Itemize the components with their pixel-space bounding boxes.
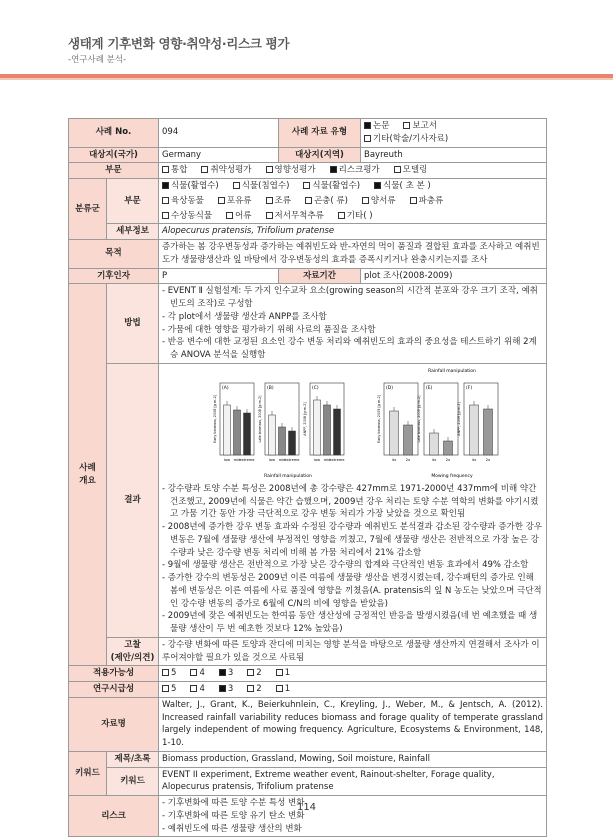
classification-label: 분류군 xyxy=(69,179,107,240)
option-label: 육상동물 xyxy=(171,195,204,206)
reference-label: 자료명 xyxy=(69,697,159,751)
result-item: - 증가한 강수의 변동성은 2009년 이른 여름에 생물량 생산을 변경시켰는데, 강수패턴의 증가로 인해 봄에 변동성은 이른 여름에 사료 품질에 영향을 끼쳤음(A. pratensis의 잎 N 농도는 낮았으며 극단적인 강수량 변동의 증가로 6월에 C/N의 비에 영향을 받았음) xyxy=(162,573,542,609)
tick-label: extreme xyxy=(239,457,255,462)
option xyxy=(303,180,360,193)
option xyxy=(266,210,324,223)
option xyxy=(364,133,448,146)
method-list xyxy=(162,285,543,362)
checkbox-icon xyxy=(303,182,310,189)
row-keywords-kw xyxy=(69,767,547,796)
row-applicability xyxy=(69,666,547,682)
discussion-label-line1: 고찰 xyxy=(124,639,141,650)
tick-label: 4x xyxy=(391,457,397,462)
method-value xyxy=(159,284,547,364)
organizer-label: 기후인자 xyxy=(69,268,159,284)
purpose-label: 목적 xyxy=(69,240,159,269)
keywords-title-value: Biomass production, Grassland, Mowing, Soil moisture, Rainfall xyxy=(159,751,547,767)
method-label: 방법 xyxy=(107,284,159,364)
option-label: 4 xyxy=(199,668,205,679)
panel-ylabel: Late biomass, 2009 [g m-2] xyxy=(417,395,422,443)
case-no-value: 094 xyxy=(159,119,279,148)
panel-ylabel: Early biomass, 2008 [g m-2] xyxy=(213,394,218,443)
purpose-value: 증가하는 봄 강우변동성과 증가하는 예취빈도와 반-자연의 먹이 품질과 결합된 효과를 조사하고 예취빈도가 생물량생산과 잎 바탕에서 강우변동성의 효과를 증폭시키거나 완충시키는지를 조사 xyxy=(159,240,547,269)
option xyxy=(305,195,348,208)
option xyxy=(266,164,316,177)
checkbox-icon xyxy=(305,197,312,204)
row-class-1 xyxy=(69,179,547,194)
country-value: Germany xyxy=(159,147,279,163)
discussion-label-line2: (제안/의견) xyxy=(110,652,155,663)
panel-label: (D) xyxy=(386,385,393,391)
panel-label: (B) xyxy=(267,385,274,391)
category-options xyxy=(159,163,547,179)
checkbox-icon xyxy=(201,166,208,173)
detail-value: Alopecurus pratensis, Trifolium pratense xyxy=(159,224,547,240)
option-label: 1 xyxy=(284,668,291,679)
keywords-kw-value: EVENT II experiment, Extreme weather event, Rainout-shelter, Forage quality, Alopecurus pratensis, Trifolium pratense xyxy=(159,767,547,796)
checkbox-icon xyxy=(162,669,169,676)
method-item: - 각 plot에서 생물량 생산과 ANPP를 조사함 xyxy=(162,311,327,322)
detail-label: 세부정보 xyxy=(107,224,159,240)
option-label: 리스크평가 xyxy=(338,165,380,176)
panel-frame xyxy=(424,383,458,455)
option-label: 파충류 xyxy=(418,195,444,206)
bar-mark xyxy=(470,405,479,455)
option-label: 조류 xyxy=(274,195,291,206)
checked-box-icon xyxy=(219,669,226,676)
header-title: 생태계 기후변화 영향·취약성·리스크 평가 xyxy=(68,36,290,51)
option xyxy=(162,195,204,208)
case-no-label: 사례 No. xyxy=(69,119,159,148)
checkbox-icon xyxy=(162,212,169,219)
option xyxy=(190,667,204,680)
result-figure-svg xyxy=(162,365,542,481)
period-label: 자료기간 xyxy=(279,268,361,284)
option-label: 식물(활엽수) xyxy=(312,181,361,191)
option-label: 5 xyxy=(171,684,177,694)
tick-label: 2x xyxy=(445,457,451,462)
tick-label: extreme xyxy=(329,457,345,462)
panel-frame xyxy=(464,383,498,455)
result-figure xyxy=(162,365,543,483)
method-item: - EVENT Ⅱ 실험설계: 두 가지 인수교차 요소(growing season의 시간적 분포와 강우 크기 조작, 예취빈도의 조작)로 구성함 xyxy=(162,286,538,309)
risk-item: - 기후변화에 따른 토양 수분 특성 변화 xyxy=(162,798,305,808)
bar-mark xyxy=(289,431,296,455)
bar-mark xyxy=(279,427,286,455)
option-label: 기타(학술/기사자료) xyxy=(373,133,449,144)
figure-caption-right: Mowing frequency xyxy=(431,473,473,479)
option-label: 5 xyxy=(171,668,177,679)
option xyxy=(219,667,233,680)
panel-ylabel: ANPP, 2009 [g m-2] xyxy=(457,402,462,436)
option-label: 저서무척추류 xyxy=(274,210,324,221)
checkbox-icon xyxy=(247,685,254,692)
option-label: 양서류 xyxy=(370,195,396,206)
checkbox-icon xyxy=(162,166,169,173)
checked-box-icon xyxy=(364,122,371,129)
option xyxy=(247,683,261,696)
option-label: 식물(활엽수) xyxy=(171,181,219,191)
panel-label: (F) xyxy=(466,385,473,391)
bar-mark xyxy=(404,425,413,455)
row-keywords-title xyxy=(69,751,547,767)
option-label: 3 xyxy=(227,668,234,679)
row-purpose xyxy=(69,240,547,269)
page-header xyxy=(0,0,613,80)
classification-sector-label: 부문 xyxy=(107,179,159,224)
tick-label: mid xyxy=(323,457,331,462)
checkbox-icon xyxy=(162,197,169,204)
checkbox-icon xyxy=(410,197,417,204)
checkbox-icon xyxy=(233,182,240,189)
applicability-label: 적용가능성 xyxy=(69,666,159,682)
option xyxy=(362,195,396,208)
result-value xyxy=(159,363,547,637)
option-label: 곤충( 류) xyxy=(313,195,348,206)
panel-label: (E) xyxy=(426,385,433,391)
bar-mark xyxy=(390,411,399,455)
option-label: 논문 xyxy=(373,121,390,131)
tick-label: mid xyxy=(233,457,241,462)
option xyxy=(247,667,261,680)
overview-label xyxy=(69,284,107,666)
keywords-label: 키워드 xyxy=(69,751,107,795)
risk-item: - 기후변화에 따른 토양 유기 탄소 변화 xyxy=(162,810,305,821)
option xyxy=(338,210,373,223)
tick-label: 2x xyxy=(485,457,491,462)
header-rule-light xyxy=(0,78,613,80)
option xyxy=(162,180,219,193)
result-label: 결과 xyxy=(107,363,159,637)
page-number: 114 xyxy=(296,802,317,813)
discussion-label xyxy=(107,637,159,666)
checkbox-icon xyxy=(394,166,401,173)
option-label: 통합 xyxy=(171,165,188,176)
applicability-options xyxy=(159,666,547,682)
option xyxy=(162,210,212,223)
checked-box-icon xyxy=(374,182,381,189)
option xyxy=(276,683,290,696)
option xyxy=(226,210,251,223)
option-label: 2 xyxy=(256,668,262,679)
method-item: - 가뭄에 대한 영향을 평가하기 위해 사료의 품질을 조사함 xyxy=(162,324,376,335)
option xyxy=(364,120,389,133)
option xyxy=(374,180,431,193)
result-item: - 강수량과 토양 수분 특성은 2008년에 총 강수량은 427mm로 1971-2000년 437mm에 비해 약간 건조했고, 2009년에 식물은 약간 습했으며, 2009년 강우 처리는 토양 수분 역학의 변화를 야기시켰고 가뭄 기간 동안 가장 극단적으로 강우 변동 처리가 가장 낮았을 것으로 확인됨 xyxy=(162,483,539,520)
bar-mark xyxy=(430,433,439,455)
option-label: 3 xyxy=(227,684,234,694)
option-label: 보고서 xyxy=(412,121,438,131)
option-label: 수상동식물 xyxy=(171,210,213,221)
option-label: 식물(침엽수) xyxy=(241,181,290,191)
urgency-options xyxy=(159,682,547,698)
tick-label: extreme xyxy=(284,457,300,462)
tick-label: 4x xyxy=(431,457,437,462)
option-label: 2 xyxy=(256,684,262,694)
option xyxy=(201,164,251,177)
overview-label-line1: 사례 xyxy=(79,463,96,473)
checkbox-icon xyxy=(364,135,371,142)
result-item: - 2009년에 잦은 예취빈도는 한여름 동안 생산성에 긍정적인 반응을 발생시켰음(네 번 예초했을 때 생물량 생산이 두 번 예초한 것보다 12% 높았음) xyxy=(162,611,538,634)
checked-box-icon xyxy=(330,166,337,173)
option xyxy=(219,683,233,696)
checkbox-icon xyxy=(190,685,197,692)
checked-box-icon xyxy=(219,685,226,692)
figure-caption-left: Rainfall manipulation xyxy=(264,473,312,479)
checkbox-icon xyxy=(338,212,345,219)
option xyxy=(218,195,252,208)
region-value: Bayreuth xyxy=(361,147,547,163)
classification-row1 xyxy=(159,179,547,194)
row-factor xyxy=(69,268,547,284)
checkbox-icon xyxy=(403,122,410,129)
option-label: 기타( ) xyxy=(346,210,373,221)
checkbox-icon xyxy=(247,669,254,676)
category-label: 부문 xyxy=(69,163,159,179)
panel-label: (A) xyxy=(222,385,229,391)
bar-mark xyxy=(244,413,251,455)
bar-mark xyxy=(334,409,341,455)
urgency-label: 연구시급성 xyxy=(69,682,159,698)
option-label: 취약성평가 xyxy=(210,165,252,176)
tick-label: low xyxy=(313,457,321,462)
checkbox-icon xyxy=(266,197,273,204)
option-label: 4 xyxy=(199,684,205,694)
checkbox-icon xyxy=(226,212,233,219)
option xyxy=(403,120,437,133)
tick-label: 2x xyxy=(405,457,411,462)
option xyxy=(162,164,187,177)
checked-box-icon xyxy=(162,182,169,189)
reference-value: Walter, J., Grant, K., Beierkuhnlein, C., Kreyling, J., Weber, M., & Jentsch, A. (2012). Increased rainfall variability reduces biomass and forage quality of temperate grassland largely independent of mowing frequency. Agriculture, Ecosystems & Environment, 148, 1-10. xyxy=(159,697,547,751)
checkbox-icon xyxy=(362,197,369,204)
country-label: 대상지(국가) xyxy=(69,147,159,163)
method-item: - 반응 변수에 대한 교정된 요소인 강수 변동 처리와 예취빈도의 효과의 중요성을 테스트하기 위해 2계승 ANOVA 분석을 실행함 xyxy=(162,337,537,360)
checkbox-icon xyxy=(218,197,225,204)
risk-label: 리스크 xyxy=(69,796,159,837)
row-method xyxy=(69,284,547,364)
option-label: 모델링 xyxy=(402,165,428,176)
option xyxy=(162,683,176,696)
option-label: 어류 xyxy=(235,210,252,221)
classification-row3 xyxy=(159,209,547,224)
keywords-kw-label: 키워드 xyxy=(107,767,159,796)
row-class-detail xyxy=(69,224,547,240)
result-list xyxy=(162,483,543,636)
bar-mark xyxy=(484,409,493,455)
period-value: plot 조사(2008-2009) xyxy=(361,268,547,284)
checkbox-icon xyxy=(276,685,283,692)
organizer-value: P xyxy=(159,268,279,284)
checkbox-icon xyxy=(162,685,169,692)
tick-label: low xyxy=(268,457,276,462)
figure-title-right: Rainfall manipulation xyxy=(428,368,476,374)
checkbox-icon xyxy=(276,669,283,676)
option-label: 식물( 초 본 ) xyxy=(383,181,431,191)
panel-ylabel: Late biomass, 2008 [g m-2] xyxy=(258,395,263,443)
option-label: 포유류 xyxy=(226,195,252,206)
checkbox-icon xyxy=(190,669,197,676)
option xyxy=(394,164,428,177)
row-category xyxy=(69,163,547,179)
option xyxy=(233,180,290,193)
region-label: 대상지(지역) xyxy=(279,147,361,163)
data-type-options xyxy=(361,119,547,148)
result-item: - 2008년에 증가한 강우 변동 효과와 수정된 강수량과 예취빈도 분석결과 감소된 강수량과 증가한 강우 변동은 7월에 생물량 생산에 부정적인 영향을 끼쳤고, 7월에 생물량 생산은 전반적으로 가장 높은 강수량과 낮은 강수량 변동 처리에 비해 봄 가뭄 처리에서 21% 감소함 xyxy=(162,522,543,558)
tick-label: low xyxy=(223,457,231,462)
row-reference xyxy=(69,697,547,751)
panel-label: (C) xyxy=(312,385,319,391)
tick-label: 4x xyxy=(471,457,477,462)
case-table xyxy=(68,118,547,837)
classification-row2 xyxy=(159,194,547,209)
option xyxy=(266,195,291,208)
checkbox-icon xyxy=(266,166,273,173)
option-label: 1 xyxy=(284,684,291,694)
option xyxy=(330,164,380,177)
bar-mark xyxy=(444,441,453,455)
overview-label-line2: 개요 xyxy=(79,475,96,486)
option xyxy=(190,683,204,696)
row-case-no xyxy=(69,119,547,148)
option-label: 영향성평가 xyxy=(274,165,316,176)
option xyxy=(410,195,444,208)
tick-label: mid xyxy=(278,457,286,462)
row-discussion xyxy=(69,637,547,666)
bar-mark xyxy=(324,405,331,455)
option xyxy=(276,667,290,680)
keywords-title-label: 제목/초록 xyxy=(107,751,159,767)
header-subtitle: -연구사례 분석- xyxy=(68,55,127,65)
bar-mark xyxy=(269,415,276,455)
bar-mark xyxy=(314,400,321,455)
option xyxy=(162,667,176,680)
panel-ylabel: Early biomass, 2009 [g m-2] xyxy=(377,394,382,443)
discussion-value: - 강수량 변화에 따른 토양과 잔디에 미치는 영향 분석을 바탕으로 생물량 생산까지 연결해서 조사가 이루어져야할 필요가 있을 것으로 사료됨 xyxy=(159,637,547,666)
row-urgency xyxy=(69,682,547,698)
risk-item: - 예취빈도에 따른 생물량 생산의 변화 xyxy=(162,823,302,834)
bar-mark xyxy=(224,405,231,455)
row-result xyxy=(69,363,547,637)
result-item: - 9월에 생물량 생산은 전반적으로 가장 낮은 강수량의 합계와 극단적인 변동 효과에서 49% 감소함 xyxy=(162,560,529,571)
panel-ylabel: ANPP, 2008 [g m-2] xyxy=(303,402,308,436)
bar-mark xyxy=(234,410,241,455)
data-type-label: 사례 자료 유형 xyxy=(279,119,361,148)
checkbox-icon xyxy=(266,212,273,219)
panel-frame xyxy=(384,383,418,455)
row-location xyxy=(69,147,547,163)
